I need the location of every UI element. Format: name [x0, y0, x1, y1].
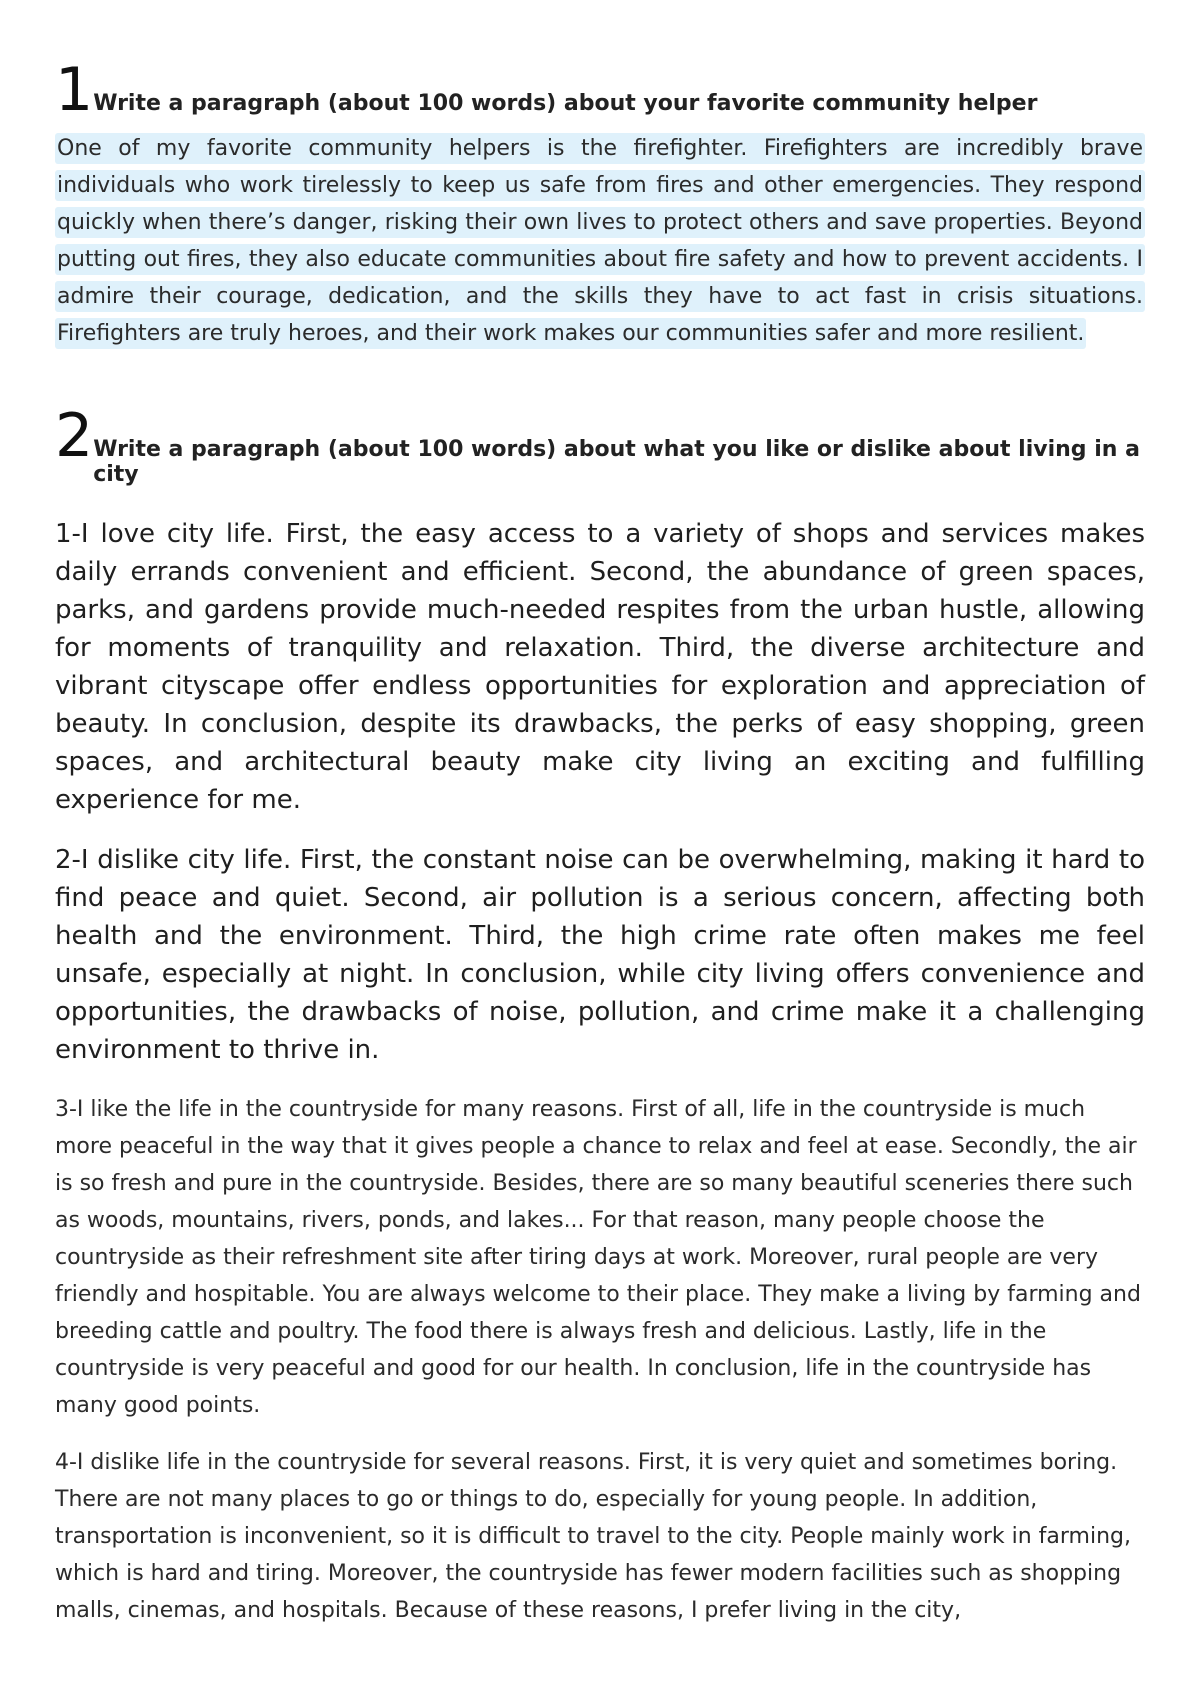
question-1-section — [55, 55, 1145, 352]
question-1-number: 1 — [55, 55, 92, 125]
question-2-prompt: Write a paragraph (about 100 words) about what you like or dislike about living in a city — [93, 437, 1140, 487]
answer-paragraph-4: 4-I dislike life in the countryside for several reasons. First, it is very quiet and sometimes boring. There are not many places to go or things to do, especially for young people. In addition, transportation is inconvenient, so it is difficult to travel to the city. People mainly work in farming, which is hard and tiring. Moreover, the countryside has fewer modern facilities such as shopping malls, cinemas, and hospitals. Because of these reasons, I prefer living in the city, — [55, 1450, 1131, 1623]
answer-paragraph-2: 2-I dislike city life. First, the constant noise can be overwhelming, making it hard to find peace and quiet. Second, air pollution is a serious concern, affecting both health and the environment. Third, the high crime rate often makes me feel unsafe, especially at night. In conclusion, while city living offers convenience and opportunities, the drawbacks of noise, pollution, and crime make it a challenging environment to thrive in. — [55, 845, 1145, 1065]
question-2-section — [55, 401, 1145, 1629]
question-1-heading — [55, 55, 1145, 125]
answer-paragraph-3: 3-I like the life in the countryside for many reasons. First of all, life in the countryside is much more peaceful in the way that it gives people a chance to relax and feel at ease. Secondly, the air is so fresh and pure in the countryside. Besides, there are so many beautiful sceneries there such as woods, mountains, rivers, ponds, and lakes... For that reason, many people choose the countryside as their refreshment site after tiring days at work. Moreover, rural people are very friendly and hospitable. You are always welcome to their place. They make a living by farming and breeding cattle and poultry. The food there is always fresh and delicious. Lastly, life in the countryside is very peaceful and good for our health. In conclusion, life in the countryside has many good points. — [55, 1097, 1141, 1418]
question-1-answer-block — [55, 130, 1145, 352]
question-2-heading — [55, 401, 1145, 487]
question-1-answer-text[interactable]: One of my favorite community helpers is the firefighter. Firefighters are incredibly brave individuals who work tirelessly to keep us safe from fires and other emergencies. They respond quickly when there’s danger, risking their own lives to protect others and save properties. Beyond putting out fires, they also educate communities about fire safety and how to prevent accidents. I admire their courage, dedication, and the skills they have to act fast in crisis situations. Firefighters are truly heroes, and their work makes our communities safer and more resilient. — [55, 133, 1145, 349]
question-1-prompt: Write a paragraph (about 100 words) about your favorite community helper — [93, 91, 1038, 116]
document-page — [55, 55, 1145, 1629]
question-2-number: 2 — [55, 401, 92, 471]
answer-paragraph-1: 1-I love city life. First, the easy access to a variety of shops and services makes daily errands convenient and efficient. Second, the abundance of green spaces, parks, and gardens provide much-needed respites from the urban hustle, allowing for moments of tranquility and relaxation. Third, the diverse architecture and vibrant cityscape offer endless opportunities for exploration and appreciation of beauty. In conclusion, despite its drawbacks, the perks of easy shopping, green spaces, and architectural beauty make city living an exciting and fulfilling experience for me. — [55, 519, 1145, 815]
